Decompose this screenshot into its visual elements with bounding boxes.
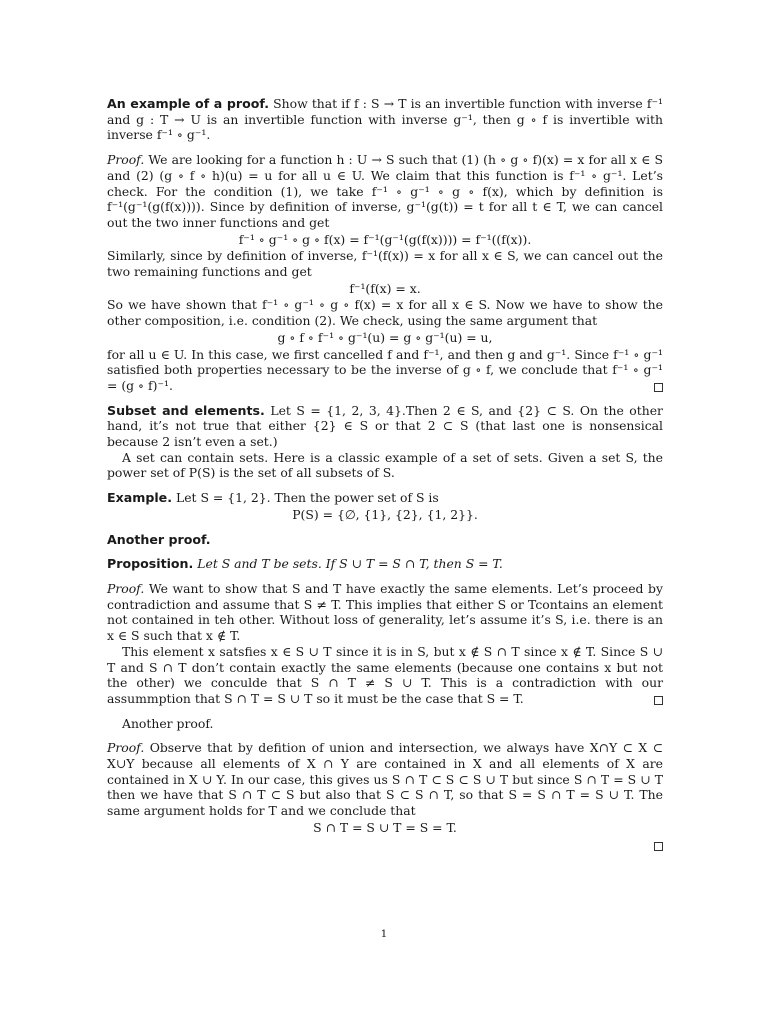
qed-line — [107, 837, 663, 853]
section-heading: Subset and elements. — [107, 402, 265, 418]
paragraph: A set can contain sets. Here is a classic example of a set of sets. Given a set S, the power set of P(S) is the set of all subsets of S. — [107, 449, 663, 481]
proposition — [107, 556, 663, 572]
proof-label: Proof. — [107, 740, 145, 756]
proof-label: Proof. — [107, 580, 145, 596]
display-equation: f⁻¹(f(x) = x. — [349, 280, 421, 296]
qed-box-icon — [654, 383, 663, 392]
proposition-label: Proposition. — [107, 556, 194, 572]
proof-paragraph — [107, 740, 663, 819]
proof-example-statement — [107, 96, 663, 143]
section-heading: Example. — [107, 490, 173, 506]
proof-paragraph — [107, 581, 663, 644]
display-equation: S ∩ T = S ∪ T = S = T. — [313, 819, 457, 835]
example-paragraph — [107, 490, 663, 506]
paragraph-text: Let S = {1, 2, 3, 4}.Then 2 ∈ S, and {2} ⊂ S. On the other hand, it’s not true that either {2} ∈ S or that 2 ⊂ S (that last one is nonsensical because 2 isn’t even a set.) — [107, 402, 663, 450]
paragraph-text: for all u ∈ U. In this case, we first cancelled f and f⁻¹, and then g and g⁻¹. Since f⁻¹ ∘ g⁻¹ satisfied both properties necessary to be the inverse of g ∘ f, we conclude that f⁻¹ ∘ g⁻¹ = (g ∘ f)⁻¹. — [107, 346, 663, 393]
page-number: 1 — [380, 928, 388, 940]
paragraph-text: This element x satsfies x ∈ S ∪ T since it is in S, but x ∉ S ∩ T since x ∉ T. Since S ∪ T and S ∩ T don’t contain exactly the same elements (because one contains x but not the other) we conculde that S ∩ T ≠ S ∪ T. This is a contradiction with our assummption that S ∩ T = S ∪ T so it must be the case that S = T. — [107, 643, 663, 706]
subset-paragraph — [107, 403, 663, 450]
section-heading-line — [107, 532, 663, 548]
proof-label: Proof. — [107, 152, 145, 168]
proposition-text: Let S and T be sets. If S ∪ T = S ∩ T, then S = T. — [197, 556, 503, 572]
paragraph: Similarly, since by definition of inverse, f⁻¹(f(x)) = x for all x ∈ S, we can cancel out the two remaining functions and get — [107, 248, 663, 280]
section-heading: Another proof. — [107, 531, 211, 547]
paragraph — [107, 644, 663, 707]
statement-text: Show that if f : S → T is an invertible function with inverse f⁻¹ and g : T → U is an invertible function with inverse g⁻¹, then g ∘ f is invertible with inverse f⁻¹ ∘ g⁻¹. — [107, 96, 663, 143]
paragraph-text: We are looking for a function h : U → S such that (1) (h ∘ g ∘ f)(x) = x for all x ∈ S and (2) (g ∘ f ∘ h)(u) = u for all u ∈ U. We claim that this function is f⁻¹ ∘ g⁻¹. Let’s check. For the condition (1), we take f⁻¹ ∘ g⁻¹ ∘ g ∘ f(x), which by definition is f⁻¹(g⁻¹(g(f(x)))). Since by definition of inverse, g⁻¹(g(t)) = t for all t ∈ T, we can cancel out the two inner functions and get — [107, 152, 663, 230]
proof-paragraph — [107, 152, 663, 231]
qed-box-icon — [654, 842, 663, 851]
display-equation: g ∘ f ∘ f⁻¹ ∘ g⁻¹(u) = g ∘ g⁻¹(u) = u, — [277, 329, 493, 345]
another-proof-label: Another proof. — [122, 715, 214, 731]
qed-box-icon — [654, 696, 663, 705]
display-equation: f⁻¹ ∘ g⁻¹ ∘ g ∘ f(x) = f⁻¹(g⁻¹(g(f(x)))) = f⁻¹((f(x)). — [238, 231, 532, 247]
paragraph-text: Observe that by defition of union and intersection, we always have X∩Y ⊂ X ⊂ X∪Y because all elements of X ∩ Y are contained in X and all elements of X are contained in X ∪ Y. In our case, this gives us S ∩ T ⊂ S ⊂ S ∪ T but since S ∩ T = S ∪ T then we have that S ∩ T ⊂ S but also that S ⊂ S ∩ T, so that S = S ∩ T = S ∪ T. The same argument holds for T and we conclude that — [107, 740, 663, 819]
paragraph — [107, 347, 663, 394]
paragraph-text: We want to show that S and T have exactly the same elements. Let’s proceed by contradiction and assume that S ≠ T. This implies that either S or Tcontains an element not contained in teh other. Without loss of generality, let’s assume it’s S, i.e. there is an x ∈ S such that x ∉ T. — [107, 580, 663, 644]
display-equation: P(S) = {∅, {1}, {2}, {1, 2}}. — [292, 506, 478, 522]
paragraph-text: Let S = {1, 2}. Then the power set of S is — [175, 490, 439, 506]
section-heading: An example of a proof. — [107, 96, 269, 111]
document-body — [107, 96, 663, 853]
paragraph: So we have shown that f⁻¹ ∘ g⁻¹ ∘ g ∘ f(x) = x for all x ∈ S. Now we have to show the other composition, i.e. condition (2). We check, using the same argument that — [107, 297, 663, 329]
